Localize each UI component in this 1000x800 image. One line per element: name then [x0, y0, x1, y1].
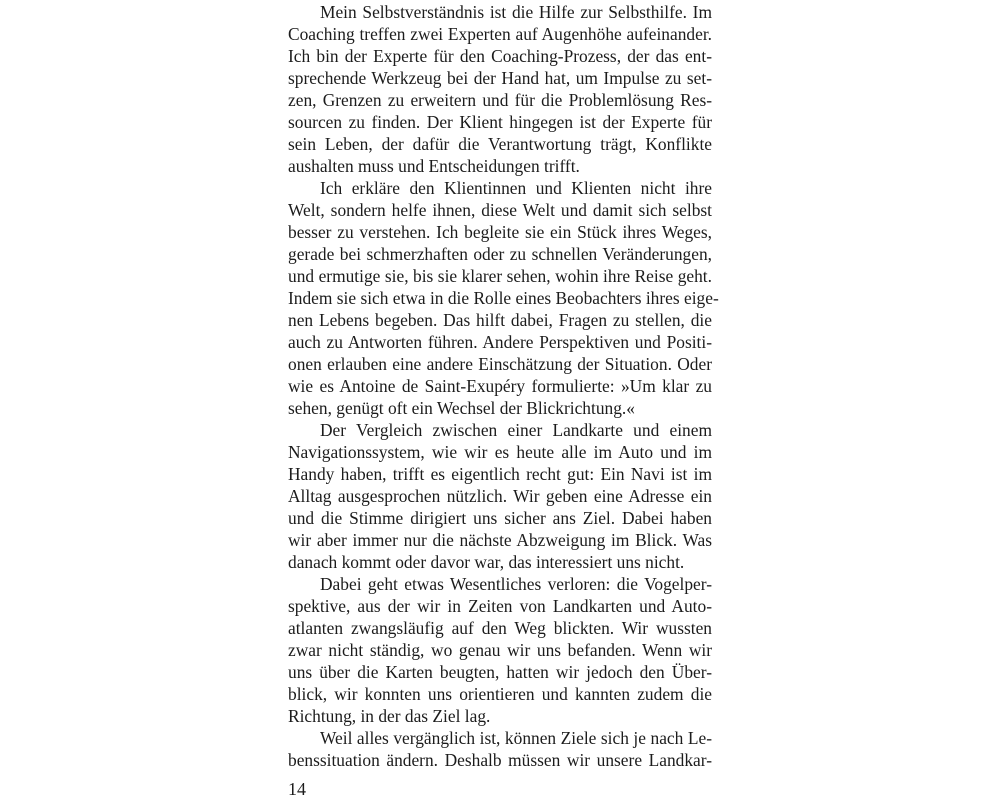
- text-line: onen erlauben eine andere Einschätzung der Situation. Oder: [288, 354, 712, 374]
- text-line: gerade bei schmerzhaften oder zu schnellen Veränderungen,: [288, 244, 712, 264]
- text-line: uns über die Karten beugten, hatten wir jedoch den Über-: [288, 662, 712, 682]
- text-line: zen, Grenzen zu erweitern und für die Problemlösung Res-: [288, 90, 712, 110]
- text-line: benssituation ändern. Deshalb müssen wir unsere Landkar-: [288, 750, 712, 770]
- text-line: Navigationssystem, wie wir es heute alle im Auto und im: [288, 442, 712, 462]
- text-line: Mein Selbstverständnis ist die Hilfe zur Selbsthilfe. Im: [320, 2, 712, 22]
- text-line: sehen, genügt oft ein Wechsel der Blickrichtung.«: [288, 398, 635, 418]
- text-line: auch zu Antworten führen. Andere Perspektiven und Positi-: [288, 332, 712, 352]
- text-line: danach kommt oder davor war, das interessiert uns nicht.: [288, 552, 685, 572]
- text-line: aushalten muss und Entscheidungen trifft.: [288, 156, 580, 176]
- text-line: Dabei geht etwas Wesentliches verloren: die Vogelper-: [320, 574, 712, 594]
- text-line: sourcen zu finden. Der Klient hingegen ist der Experte für: [288, 112, 712, 132]
- text-line: Indem sie sich etwa in die Rolle eines Beobachters ihres eige-: [288, 288, 719, 308]
- text-line: Ich bin der Experte für den Coaching-Prozess, der das ent-: [288, 46, 712, 66]
- text-line: Der Vergleich zwischen einer Landkarte und einem: [320, 420, 712, 440]
- text-line: Alltag ausgesprochen nützlich. Wir geben eine Adresse ein: [288, 486, 712, 506]
- text-line: blick, wir konnten uns orientieren und kannten zudem die: [288, 684, 712, 704]
- text-line: sein Leben, der dafür die Verantwortung trägt, Konflikte: [288, 134, 712, 154]
- text-line: und ermutige sie, bis sie klarer sehen, wohin ihre Reise geht.: [288, 266, 712, 286]
- text-line: Weil alles vergänglich ist, können Ziele sich je nach Le-: [320, 728, 712, 748]
- text-line: sprechende Werkzeug bei der Hand hat, um Impulse zu set-: [288, 68, 712, 88]
- text-line: Coaching treffen zwei Experten auf Augenhöhe aufeinander.: [288, 24, 712, 44]
- text-line: und die Stimme dirigiert uns sicher ans Ziel. Dabei haben: [288, 508, 712, 528]
- text-line: besser zu verstehen. Ich begleite sie ein Stück ihres Weges,: [288, 222, 712, 242]
- text-line: wir aber immer nur die nächste Abzweigung im Blick. Was: [288, 530, 712, 550]
- text-line: Handy haben, trifft es eigentlich recht gut: Ein Navi ist im: [288, 464, 712, 484]
- text-line: spektive, aus der wir in Zeiten von Landkarten und Auto-: [288, 596, 712, 616]
- text-line: zwar nicht ständig, wo genau wir uns befanden. Wenn wir: [288, 640, 712, 660]
- text-line: Richtung, in der das Ziel lag.: [288, 706, 491, 726]
- text-line: Ich erkläre den Klientinnen und Klienten nicht ihre: [320, 178, 712, 198]
- text-line: wie es Antoine de Saint-Exupéry formulierte: »Um klar zu: [288, 376, 712, 396]
- page-number: 14: [288, 779, 306, 799]
- text-line: atlanten zwangsläufig auf den Weg blickten. Wir wussten: [288, 618, 712, 638]
- text-line: Welt, sondern helfe ihnen, diese Welt und damit sich selbst: [288, 200, 712, 220]
- text-line: nen Lebens begeben. Das hilft dabei, Fragen zu stellen, die: [288, 310, 712, 330]
